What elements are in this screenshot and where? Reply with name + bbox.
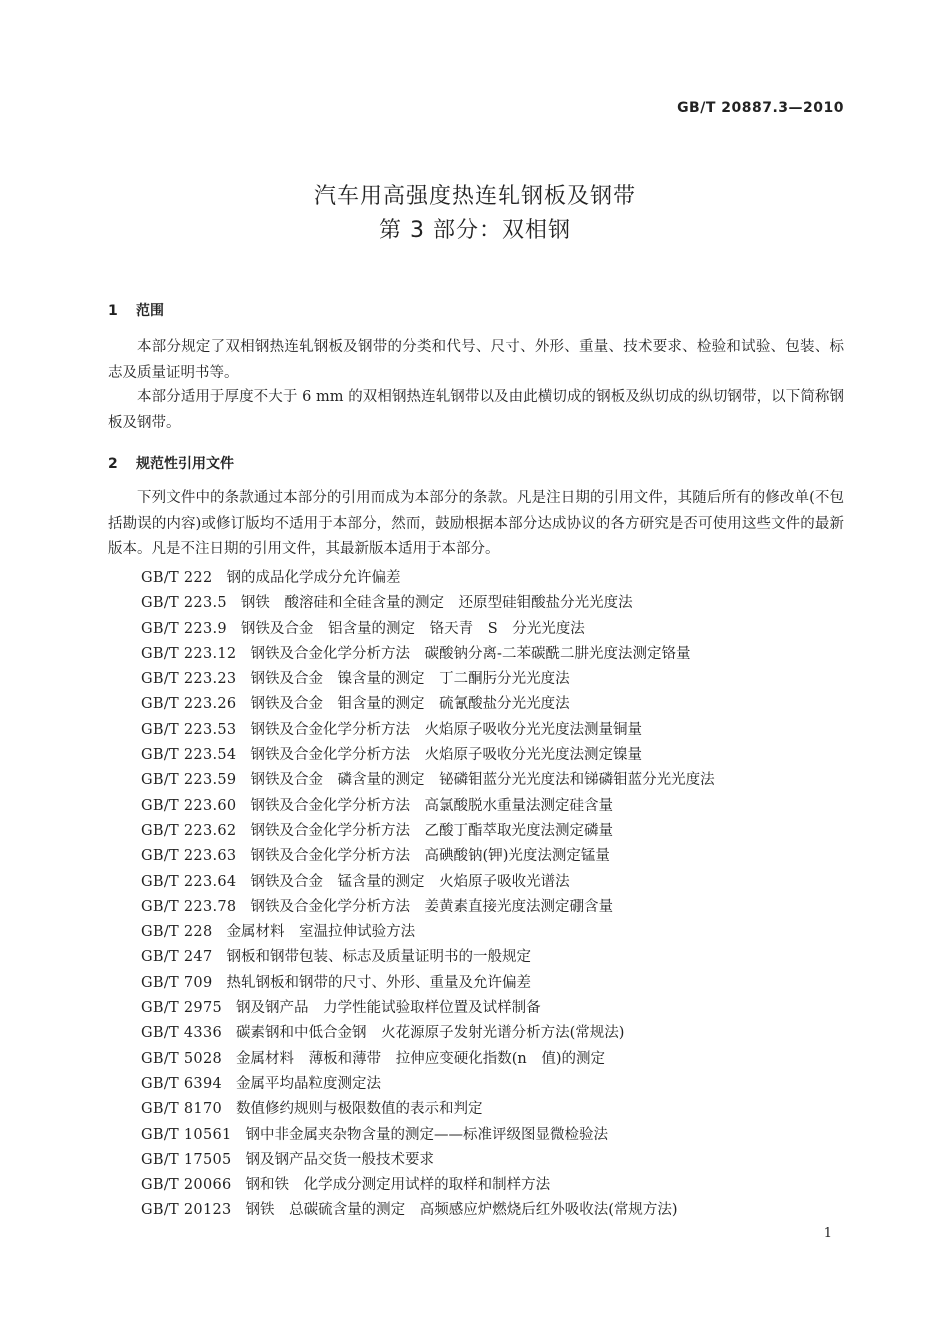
reference-title: 钢铁及合金 镍含量的测定 丁二酮肟分光光度法 bbox=[250, 671, 570, 688]
reference-title: 钢板和钢带包装、标志及质量证明书的一般规定 bbox=[226, 949, 531, 966]
reference-item bbox=[141, 1173, 715, 1198]
section-1-paragraph-1: 本部分规定了双相钢热连轧钢板及钢带的分类和代号、尺寸、外形、重量、技术要求、检验和试验、包装、标志及质量证明书等。 bbox=[108, 339, 844, 381]
reference-item bbox=[141, 794, 715, 819]
reference-code: GB/T 223.26 bbox=[141, 696, 237, 713]
reference-title: 碳素钢和中低合金钢 火花源原子发射光谱分析方法(常规法) bbox=[236, 1025, 625, 1042]
reference-title: 钢的成品化学成分允许偏差 bbox=[226, 570, 401, 586]
reference-item bbox=[141, 642, 715, 667]
reference-code: GB/T 2975 bbox=[141, 1000, 223, 1017]
reference-code: GB/T 10561 bbox=[141, 1126, 232, 1143]
reference-code: GB/T 247 bbox=[141, 949, 213, 966]
reference-code: GB/T 20066 bbox=[141, 1177, 232, 1194]
title-part: 第 3 部分：双相钢 bbox=[379, 218, 571, 243]
reference-item bbox=[141, 667, 715, 692]
reference-code: GB/T 17505 bbox=[141, 1151, 232, 1168]
reference-code: GB/T 223.59 bbox=[141, 772, 237, 789]
reference-code: GB/T 223.60 bbox=[141, 797, 237, 814]
reference-title: 钢中非金属夹杂物含量的测定——标准评级图显微检验法 bbox=[245, 1126, 609, 1143]
reference-item bbox=[141, 1097, 715, 1122]
reference-item bbox=[141, 996, 715, 1021]
section-2-number: 2 bbox=[108, 456, 118, 472]
reference-code: GB/T 4336 bbox=[141, 1025, 223, 1042]
section-1-number: 1 bbox=[108, 303, 118, 319]
reference-code: GB/T 223.62 bbox=[141, 822, 237, 839]
reference-item bbox=[141, 945, 715, 970]
reference-item bbox=[141, 1198, 715, 1223]
reference-item bbox=[141, 1047, 715, 1072]
reference-code: GB/T 223.78 bbox=[141, 898, 237, 915]
reference-title: 金属材料 室温拉伸试验方法 bbox=[226, 924, 416, 941]
reference-item bbox=[141, 920, 715, 945]
reference-title: 热轧钢板和钢带的尺寸、外形、重量及允许偏差 bbox=[226, 974, 531, 991]
reference-title: 金属材料 薄板和薄带 拉伸应变硬化指数(n 值)的测定 bbox=[236, 1050, 605, 1067]
section-1-heading bbox=[108, 300, 164, 320]
reference-item bbox=[141, 895, 715, 920]
reference-title: 数值修约规则与极限数值的表示和判定 bbox=[236, 1101, 483, 1118]
reference-item bbox=[141, 870, 715, 895]
section-1-paragraph-2: 本部分适用于厚度不大于 6 mm 的双相钢热连轧钢带以及由此横切成的钢板及纵切成的纵切钢带，以下简称钢板及钢带。 bbox=[108, 389, 844, 431]
standard-code: GB/T 20887.3—2010 bbox=[677, 100, 844, 116]
reference-code: GB/T 223.12 bbox=[141, 645, 237, 662]
document-title bbox=[0, 180, 950, 248]
reference-title: 钢铁及合金 铝含量的测定 铬天青 S 分光光度法 bbox=[240, 620, 585, 637]
reference-list bbox=[141, 566, 715, 1224]
reference-title: 钢及钢产品交货一般技术要求 bbox=[245, 1151, 435, 1168]
reference-title: 金属平均晶粒度测定法 bbox=[236, 1075, 382, 1092]
reference-title: 钢铁及合金化学分析方法 火焰原子吸收分光光度法测量铜量 bbox=[250, 721, 643, 738]
reference-title: 钢铁及合金 锰含量的测定 火焰原子吸收光谱法 bbox=[250, 873, 570, 890]
reference-code: GB/T 223.9 bbox=[141, 620, 227, 637]
reference-item bbox=[141, 971, 715, 996]
reference-title: 钢铁及合金化学分析方法 火焰原子吸收分光光度法测定镍量 bbox=[250, 747, 643, 764]
reference-code: GB/T 5028 bbox=[141, 1050, 223, 1067]
section-2-intro: 下列文件中的条款通过本部分的引用而成为本部分的条款。凡是注日期的引用文件，其随后所有的修改单(不包括勘误的内容)或修订版均不适用于本部分，然而，鼓励根据本部分达成协议的各方研究是否可使用这些文件的最新版本。凡是不注日期的引用文件，其最新版本适用于本部分。 bbox=[108, 490, 844, 557]
reference-code: GB/T 223.23 bbox=[141, 671, 237, 688]
reference-item bbox=[141, 768, 715, 793]
reference-code: GB/T 709 bbox=[141, 974, 213, 991]
reference-item bbox=[141, 844, 715, 869]
reference-item bbox=[141, 566, 715, 591]
reference-title: 钢铁 总碳硫含量的测定 高频感应炉燃烧后红外吸收法(常规方法) bbox=[245, 1202, 678, 1219]
reference-item bbox=[141, 692, 715, 717]
reference-code: GB/T 223.54 bbox=[141, 747, 237, 764]
reference-title: 钢铁及合金化学分析方法 高碘酸钠(钾)光度法测定锰量 bbox=[250, 848, 610, 865]
reference-title: 钢铁及合金化学分析方法 乙酸丁酯萃取光度法测定磷量 bbox=[250, 822, 614, 839]
section-2-title: 规范性引用文件 bbox=[136, 456, 234, 472]
reference-code: GB/T 6394 bbox=[141, 1075, 223, 1092]
reference-code: GB/T 222 bbox=[141, 570, 213, 586]
reference-title: 钢铁及合金 钼含量的测定 硫氰酸盐分光光度法 bbox=[250, 696, 570, 713]
section-2-heading bbox=[108, 453, 234, 473]
reference-code: GB/T 223.63 bbox=[141, 848, 237, 865]
page-number: 1 bbox=[823, 1226, 832, 1241]
reference-item bbox=[141, 1072, 715, 1097]
section-1-title: 范围 bbox=[136, 303, 164, 319]
reference-item bbox=[141, 743, 715, 768]
reference-code: GB/T 223.64 bbox=[141, 873, 237, 890]
reference-code: GB/T 228 bbox=[141, 924, 213, 941]
reference-item bbox=[141, 1148, 715, 1173]
reference-code: GB/T 223.5 bbox=[141, 595, 227, 612]
reference-item bbox=[141, 819, 715, 844]
reference-title: 钢铁及合金化学分析方法 姜黄素直接光度法测定硼含量 bbox=[250, 898, 614, 915]
reference-item bbox=[141, 617, 715, 642]
reference-code: GB/T 20123 bbox=[141, 1202, 232, 1219]
reference-code: GB/T 8170 bbox=[141, 1101, 223, 1118]
reference-title: 钢铁及合金 磷含量的测定 铋磷钼蓝分光光度法和锑磷钼蓝分光光度法 bbox=[250, 772, 715, 789]
reference-item bbox=[141, 1123, 715, 1148]
reference-title: 钢铁及合金化学分析方法 碳酸钠分离-二苯碳酰二肼光度法测定铬量 bbox=[250, 645, 691, 662]
reference-title: 钢及钢产品 力学性能试验取样位置及试样制备 bbox=[236, 1000, 541, 1017]
reference-title: 钢铁 酸溶硅和全硅含量的测定 还原型硅钼酸盐分光光度法 bbox=[240, 595, 633, 612]
reference-item bbox=[141, 591, 715, 616]
title-main: 汽车用高强度热连轧钢板及钢带 bbox=[313, 184, 636, 209]
reference-code: GB/T 223.53 bbox=[141, 721, 237, 738]
reference-item bbox=[141, 1021, 715, 1046]
reference-title: 钢铁及合金化学分析方法 高氯酸脱水重量法测定硅含量 bbox=[250, 797, 614, 814]
reference-item bbox=[141, 718, 715, 743]
reference-title: 钢和铁 化学成分测定用试样的取样和制样方法 bbox=[245, 1177, 551, 1194]
